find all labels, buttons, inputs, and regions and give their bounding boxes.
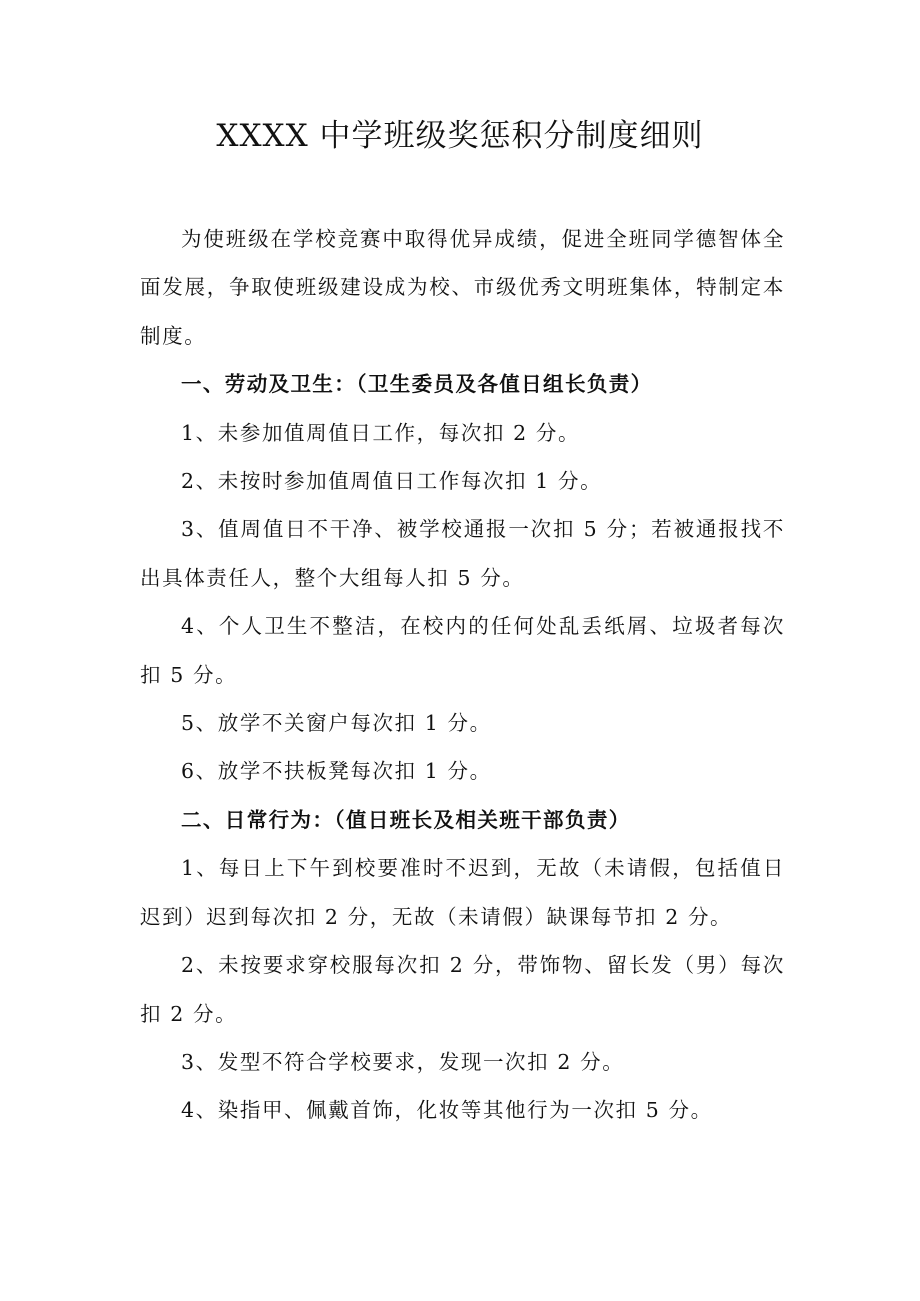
rule-item: 3、发型不符合学校要求，发现一次扣 2 分。 — [181, 1049, 625, 1074]
section-heading-daily-behavior: 二、日常行为：（值日班长及相关班干部负责） — [181, 807, 631, 832]
rule-item: 1、每日上下午到校要准时不迟到，无故（未请假，包括值日迟到）迟到每次扣 2 分，无故（未请假）缺课每节扣 2 分。 — [140, 856, 785, 929]
rule-item: 3、值周值日不干净、被学校通报一次扣 5 分；若被通报找不出具体责任人，整个大组每人扣 5 分。 — [140, 517, 785, 590]
rule-item: 4、染指甲、佩戴首饰，化妆等其他行为一次扣 5 分。 — [181, 1098, 713, 1123]
rule-item: 5、放学不关窗户每次扣 1 分。 — [181, 711, 492, 736]
intro-paragraph: 为使班级在学校竞赛中取得优异成绩，促进全班同学德智体全面发展，争取使班级建设成为校、市级优秀文明班集体，特制定本制度。 — [140, 227, 785, 348]
rule-item: 2、未按要求穿校服每次扣 2 分，带饰物、留长发（男）每次扣 2 分。 — [140, 953, 785, 1026]
document-body — [140, 215, 785, 1135]
rule-item: 6、放学不扶板凳每次扣 1 分。 — [181, 759, 492, 784]
rule-item: 2、未按时参加值周值日工作每次扣 1 分。 — [181, 469, 603, 494]
rule-item: 4、个人卫生不整洁，在校内的任何处乱丢纸屑、垃圾者每次扣 5 分。 — [140, 614, 785, 687]
section-heading-labor-hygiene: 一、劳动及卫生：（卫生委员及各值日组长负责） — [181, 372, 653, 397]
document-title: XXXX 中学班级奖惩积分制度细则 — [216, 118, 704, 154]
rule-item: 1、未参加值周值日工作，每次扣 2 分。 — [181, 420, 581, 445]
